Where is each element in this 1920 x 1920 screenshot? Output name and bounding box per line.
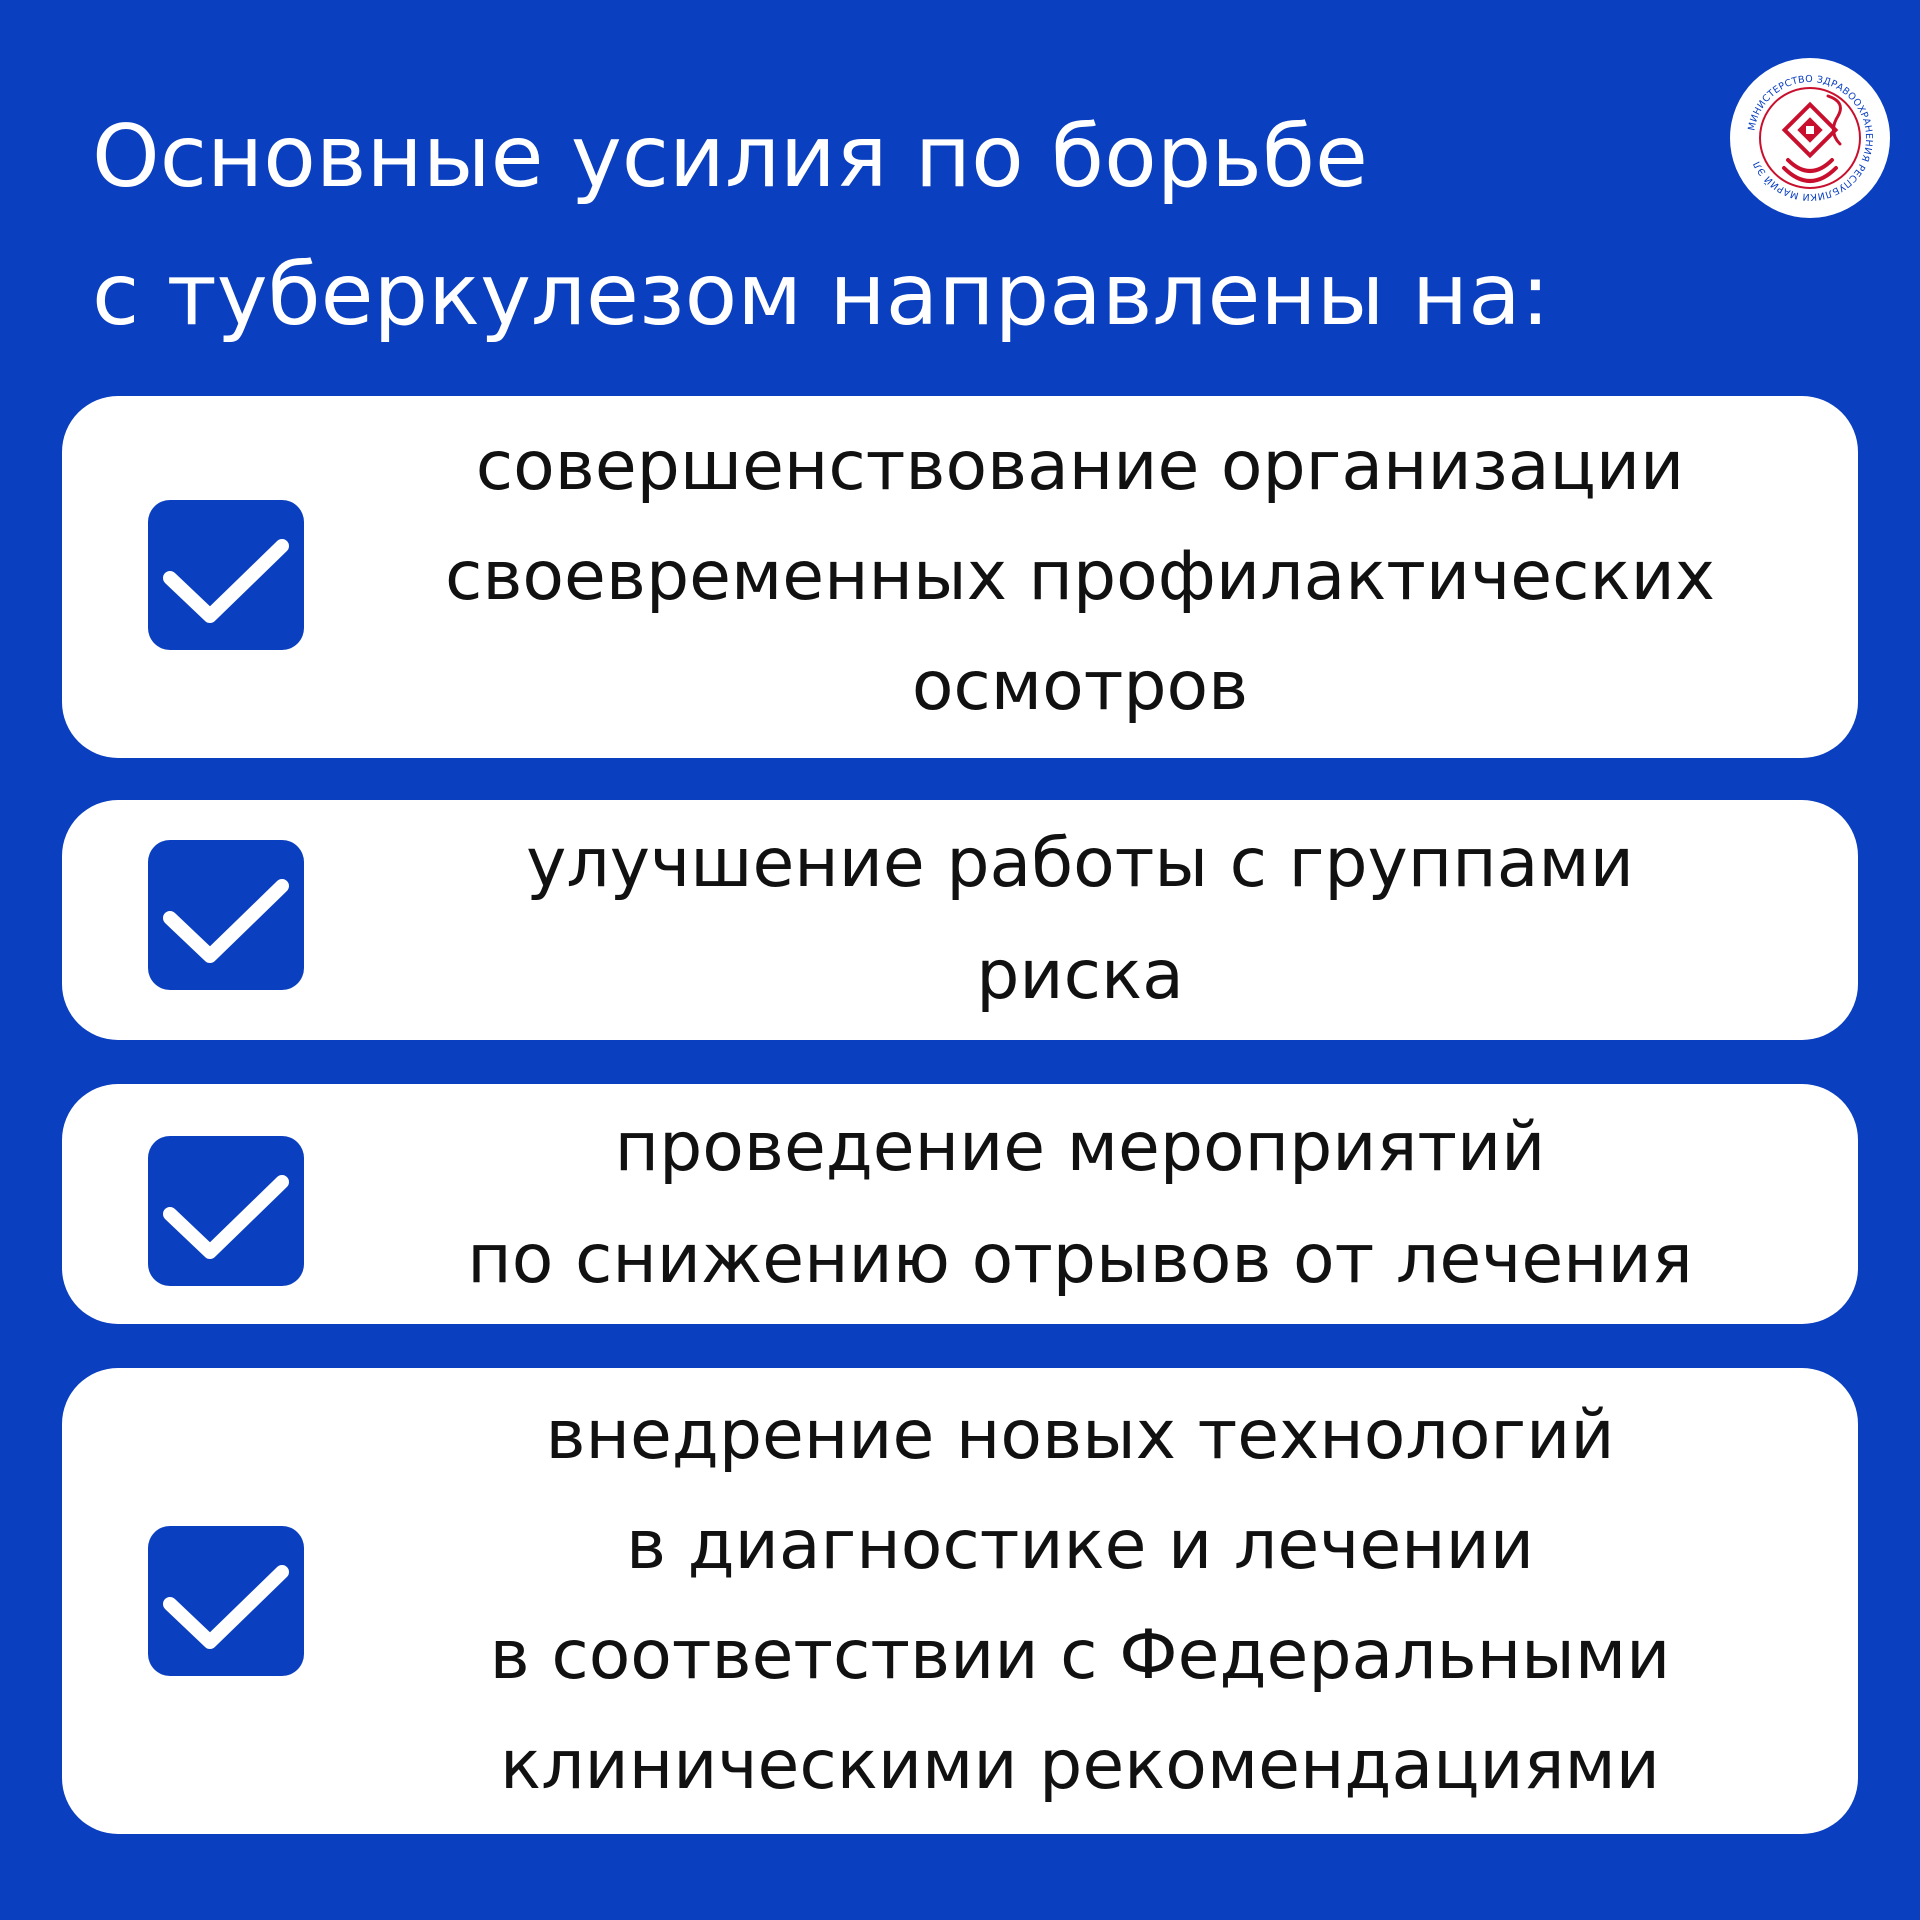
list-item-line: улучшение работы с группами	[526, 824, 1634, 903]
page-title	[92, 88, 1652, 364]
list-item-text	[362, 396, 1798, 758]
list-item-text	[362, 800, 1798, 1040]
list-item-text	[362, 1084, 1798, 1324]
list-item	[62, 396, 1858, 758]
list-item	[62, 1368, 1858, 1834]
list-item-line: риска	[976, 936, 1184, 1015]
checkmark-icon	[148, 1526, 304, 1676]
list-item-text	[362, 1368, 1798, 1834]
list-item-line: совершенствование организации	[475, 427, 1685, 506]
list-item-line: осмотров	[911, 647, 1249, 726]
list-item-line: по снижению отрывов от лечения	[467, 1220, 1693, 1299]
list-item	[62, 800, 1858, 1040]
list-item-line: внедрение новых технологий	[545, 1396, 1615, 1475]
title-line: с туберкулезом направлены на:	[92, 245, 1550, 345]
svg-text:МИНИСТЕРСТВО ЗДРАВООХРАНЕНИЯ Р: МИНИСТЕРСТВО ЗДРАВООХРАНЕНИЯ РЕСПУБЛИКИ МАРИЙ ЭЛ	[1746, 73, 1875, 203]
checkmark-icon	[148, 1136, 304, 1286]
list-item-line: в диагностике и лечении	[625, 1506, 1535, 1585]
list-item-line: клиническими рекомендациями	[500, 1726, 1660, 1805]
list-item-line: в соответствии с Федеральными	[489, 1616, 1671, 1695]
list-item-line: своевременных профилактических	[444, 537, 1716, 616]
ministry-emblem-icon	[1728, 56, 1892, 220]
checkmark-icon	[148, 500, 304, 650]
title-line: Основные усилия по борьбе	[92, 107, 1368, 207]
list-item-line: проведение мероприятий	[614, 1108, 1546, 1187]
list-item	[62, 1084, 1858, 1324]
checkmark-icon	[148, 840, 304, 990]
